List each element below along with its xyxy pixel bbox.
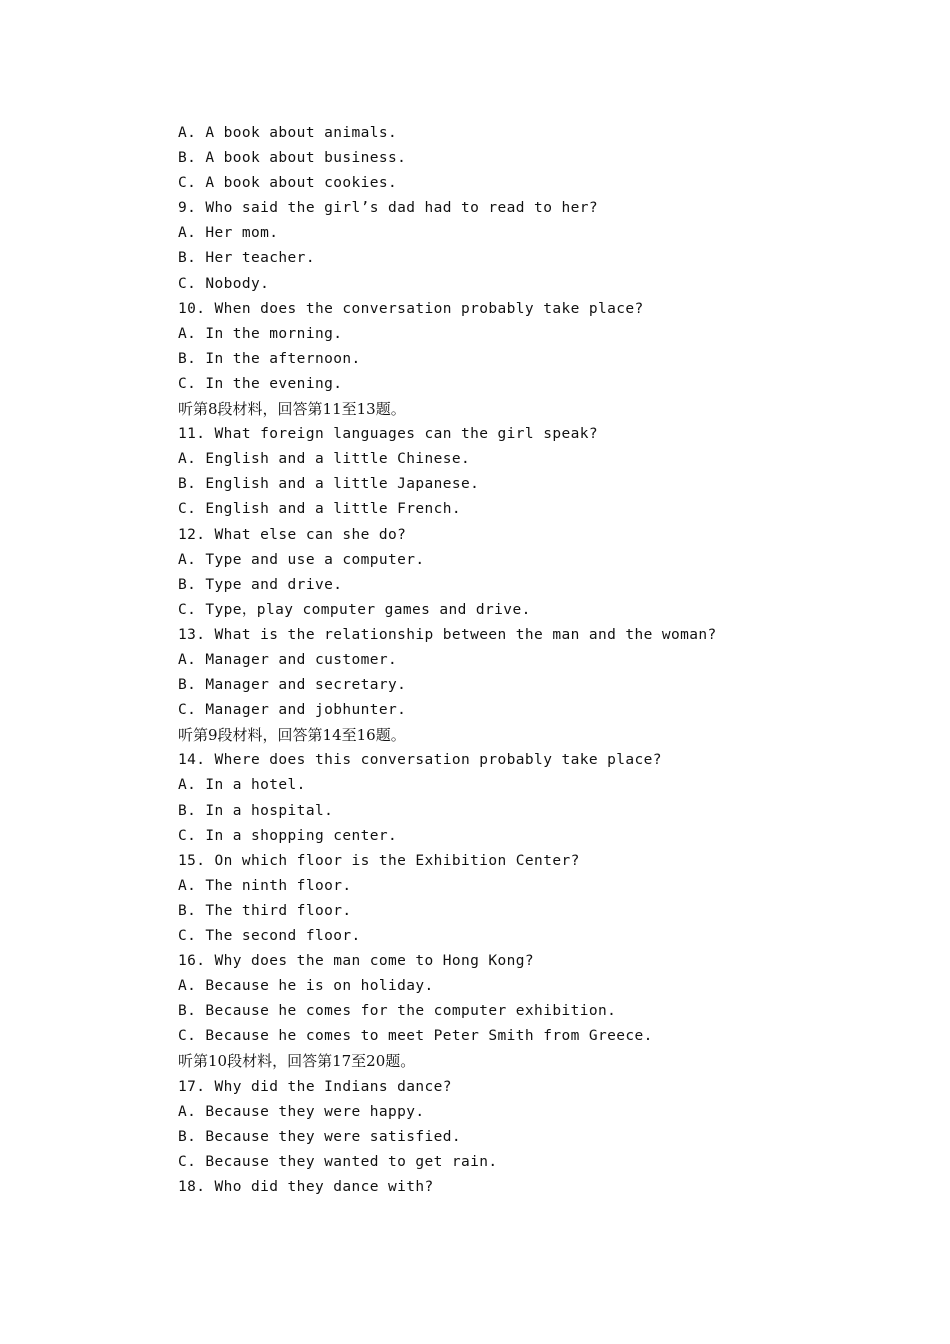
question-text: 12. What else can she do?: [178, 526, 407, 543]
question-text: 18. Who did they dance with?: [178, 1178, 434, 1195]
section-heading: 听第10段材料，回答第17至20题。: [178, 1052, 416, 1071]
answer-option: A. Because he is on holiday.: [178, 978, 434, 995]
answer-option: A. Manager and customer.: [178, 651, 398, 668]
answer-option: B. Her teacher.: [178, 250, 315, 267]
answer-option: A. English and a little Chinese.: [178, 451, 471, 468]
section-heading: 听第9段材料，回答第14至16题。: [178, 726, 406, 745]
answer-option: B. Manager and secretary.: [178, 677, 407, 694]
answer-option: A. In the morning.: [178, 325, 343, 342]
section-heading: 听第8段材料，回答第11至13题。: [178, 400, 406, 419]
question-list: [178, 121, 878, 1200]
question-text: 17. Why did the Indians dance?: [178, 1078, 452, 1095]
answer-option: C. A book about cookies.: [178, 175, 398, 192]
question-text: 16. Why does the man come to Hong Kong?: [178, 953, 535, 970]
question-text: 11. What foreign languages can the girl speak?: [178, 426, 598, 443]
answer-option: A. Her mom.: [178, 225, 279, 242]
answer-option: A. The ninth floor.: [178, 877, 352, 894]
answer-option: C. The second floor.: [178, 928, 361, 944]
question-text: 10. When does the conversation probably take place?: [178, 300, 644, 317]
question-text: 14. Where does this conversation probably take place?: [178, 752, 662, 769]
answer-option: C. Because he comes to meet Peter Smith from Greece.: [178, 1028, 653, 1045]
answer-option: B. English and a little Japanese.: [178, 476, 480, 493]
answer-option: A. A book about animals.: [178, 125, 398, 141]
question-text: 9. Who said the girl’s dad had to read to her?: [178, 200, 598, 217]
answer-option: C. English and a little French.: [178, 501, 462, 518]
answer-option: B. Because they were satisfied.: [178, 1128, 462, 1145]
answer-option: B. A book about business.: [178, 150, 407, 167]
answer-option: C. In the evening.: [178, 375, 343, 392]
answer-option: B. In a hospital.: [178, 802, 334, 819]
question-text: 15. On which floor is the Exhibition Center?: [178, 852, 580, 869]
answer-option: C. Type，play computer games and drive.: [178, 601, 531, 618]
answer-option: A. Because they were happy.: [178, 1103, 425, 1120]
question-text: 13. What is the relationship between the man and the woman?: [178, 626, 717, 643]
answer-option: C. In a shopping center.: [178, 827, 398, 844]
answer-option: B. In the afternoon.: [178, 350, 361, 367]
answer-option: C. Because they wanted to get rain.: [178, 1153, 498, 1170]
answer-option: C. Manager and jobhunter.: [178, 702, 407, 719]
answer-option: B. The third floor.: [178, 902, 352, 919]
answer-option: C. Nobody.: [178, 275, 270, 292]
answer-option: B. Because he comes for the computer exhibition.: [178, 1003, 617, 1020]
answer-option: A. Type and use a computer.: [178, 551, 425, 568]
answer-option: B. Type and drive.: [178, 576, 343, 593]
answer-option: A. In a hotel.: [178, 777, 306, 794]
